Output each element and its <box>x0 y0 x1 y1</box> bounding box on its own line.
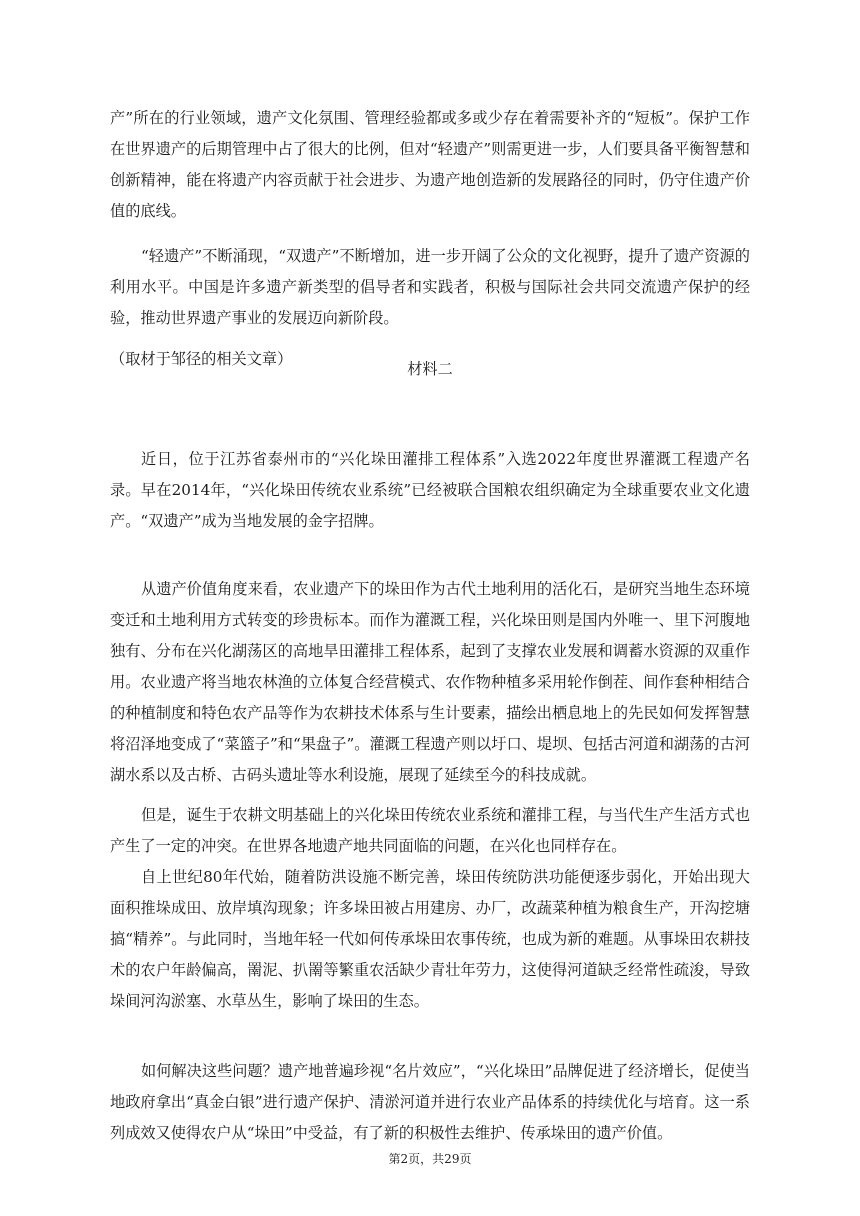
paragraph-light-heritage: “轻遗产”不断涌现，“双遗产”不断增加，进一步开阔了公众的文化视野，提升了遗产资源的利用水平。中国是许多遗产新类型的倡导者和实践者，积极与国际社会共同交流遗产保护的经验，推动世界遗产事业的发展迈向新阶段。 <box>110 247 750 327</box>
paragraph-solutions: 如何解决这些问题？遗产地普遍珍视“名片效应”，“兴化垛田”品牌促进了经济增长，促使当地政府拿出“真金白银”进行遗产保护、清淤河道并进行农业产品体系的持续优化与培育。这一系列成效又使得农户从“垛田”中受益，有了新的积极性去维护、传承垛田的遗产价值。 <box>110 1062 750 1142</box>
page-number-footer: 第2页，共29页 <box>388 1152 472 1166</box>
paragraph-conflict: 但是，诞生于农耕文明基础上的兴化垛田传统农业系统和灌排工程，与当代生产生活方式也产生了一定的冲突。在世界各地遗产地共同面临的问题，在兴化也同样存在。 <box>110 806 750 855</box>
source-note: （取材于邹径的相关文章） <box>110 350 293 368</box>
paragraph-heritage-value: 从遗产价值角度来看，农业遗产下的垛田作为古代土地利用的活化石，是研究当地生态环境变迁和土地利用方式转变的珍贵标本。而作为灌溉工程，兴化垛田则是国内外唯一、里下河腹地独有、分布在兴化湖荡区的高地旱田灌排工程体系，起到了支撑农业发展和调蓄水资源的双重作用。农业遗产将当地农林渔的立体复合经营模式、农作物种植多采用轮作倒茬、间作套种相结合的种植制度和特色农产品等作为农耕技术体系与生计要素，描绘出栖息地上的先民如何发挥智慧将沼泽地变成了“菜篮子”和“果盘子”。灌溉工程遗产则以圩口、堤坝、包括古河道和湖荡的古河湖水系以及古桥、古码头遗址等水利设施，展现了延续至今的科技成就。 <box>110 580 750 784</box>
paragraph-xinghua-intro: 近日，位于江苏省泰州市的“兴化垛田灌排工程体系”入选2022年度世界灌溉工程遗产名录。早在2014年，“兴化垛田传统农业系统”已经被联合国粮农组织确定为全球重要农业文化遗产。“双遗产”成为当地发展的金字招牌。 <box>110 450 750 530</box>
section-heading: 材料二 <box>407 360 453 378</box>
paragraph-heritage-management: 产”所在的行业领域，遗产文化氛围、管理经验都或多或少存在着需要补齐的“短板”。保护工作在世界遗产的后期管理中占了很大的比例，但对“轻遗产”则需更进一步，人们要具备平衡智慧和创新精神，能在将遗产内容贡献于社会进步、为遗产地创造新的发展路径的同时，仍守住遗产价值的底线。 <box>110 109 750 220</box>
paragraph-problems: 自上世纪80年代始，随着防洪设施不断完善，垛田传统防洪功能便逐步弱化，开始出现大面积推垛成田、放岸填沟现象；许多垛田被占用建房、办厂，改蔬菜种植为粮食生产，开沟挖塘搞“精养”。与此同时，当地年轻一代如何传承垛田农事传统，也成为新的难题。从事垛田农耕技术的农户年龄偏高，罱泥、扒罱等繁重农活缺少青壮年劳力，这使得河道缺乏经常性疏浚，导致垛间河沟淤塞、水草丛生，影响了垛田的生态。 <box>110 868 750 1010</box>
